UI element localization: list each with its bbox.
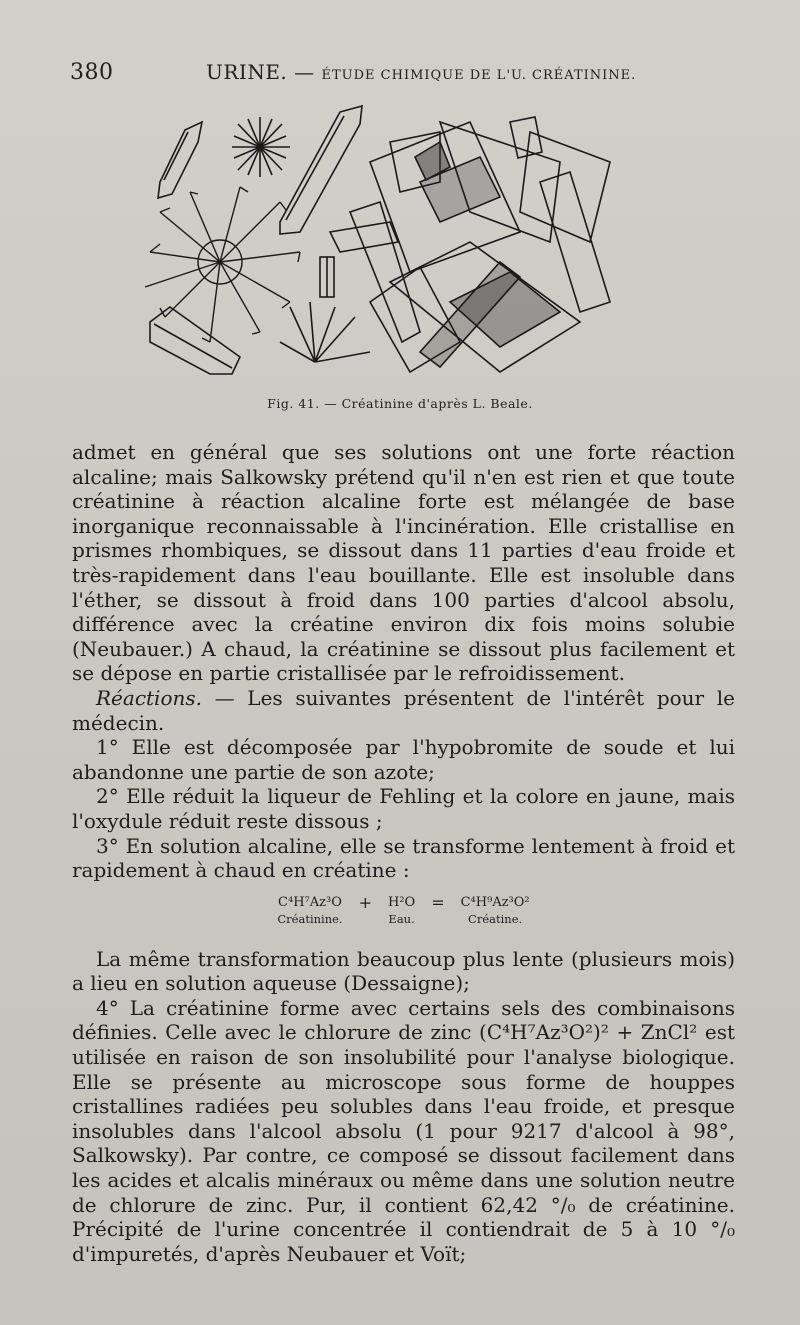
small-crystal	[320, 257, 334, 297]
formula-creatinine: C⁴H⁷Az³O	[278, 894, 342, 910]
paragraph-item-1: 1° Elle est décomposée par l'hypobromite de soude et lui abandonne une partie de son azote;	[72, 735, 735, 784]
paragraph-continuation: admet en général que ses solutions ont une forte réaction alcaline; mais Salkowsky prétend qu'il n'en est rien et que toute créatinine à réaction alcaline forte est mélangée de base inorganique reconnaissable à l'incinération. Elle cristallise en prismes rhombiques, se dissout dans 11 parties d'eau froide et très-rapidement dans l'eau bouillante. Elle est insoluble dans l'éther, se dissout à froid dans 100 parties d'alcool absolu, différence avec la créatine environ dix fois moins solubie (Neubauer.) A chaud, la créatinine se dissout plus facilement et se dépose en partie cristallisée par le refroidissement.	[72, 440, 735, 686]
equation-term	[388, 895, 415, 927]
chemical-equation	[72, 892, 735, 927]
label-creatine: Créatine.	[468, 911, 523, 926]
crystal-illustration	[140, 102, 620, 382]
fan-cluster	[280, 302, 370, 362]
paragraph-reactions	[72, 686, 735, 735]
paragraph-item-2: 2° Elle réduit la liqueur de Fehling et la colore en jaune, mais l'oxydule réduit reste dissous ;	[72, 784, 735, 833]
running-title-small: ÉTUDE CHIMIQUE DE L'U. CRÉATININE.	[321, 68, 637, 83]
reactions-label: Réactions.	[96, 685, 202, 710]
equation-term	[277, 895, 342, 927]
paragraph-transformation: La même transformation beaucoup plus lente (plusieurs mois) a lieu en solution aqueuse (Dessaigne);	[72, 946, 735, 996]
plus-sign: +	[358, 892, 372, 912]
page-number: 380	[70, 60, 114, 85]
crossed-prisms	[330, 202, 420, 342]
equation-term	[461, 895, 530, 927]
page-body	[72, 440, 735, 1266]
long-prism	[280, 106, 362, 234]
figure-caption: Fig. 41. — Créatinine d'après L. Beale.	[267, 396, 533, 411]
reactions-text: — Les suivantes présentent de l'intérêt pour le médecin.	[72, 685, 735, 735]
label-creatinine: Créatinine.	[277, 911, 343, 926]
radiating-cluster	[232, 117, 290, 177]
formula-creatine: C⁴H⁹Az³O²	[460, 894, 530, 910]
running-title	[206, 60, 636, 84]
prism-crystal	[158, 122, 202, 198]
paragraph-item-4: 4° La créatinine forme avec certains sels des combinaisons définies. Celle avec le chlorure de zinc (C⁴H⁷Az³O²)² + ZnCl² est utilisée en raison de son insolubilité pour l'analyse biologique. Elle se présente au microscope sous forme de houppes cristallines radiées peu solubles dans l'eau froide, et presque insolubles dans l'alcool absolu (1 pour 9217 d'alcool à 98°, Salkowsky). Par contre, ce composé se dissout facilement dans les acides et alcalis minéraux ou même dans une solution neutre de chlorure de zinc. Pur, il contient 62,42 °/₀ de créatinine. Précipité de l'urine concentrée il contiendrait de 5 à 10 °/₀ d'impuretés, d'après Neubauer et Voït;	[72, 995, 735, 1266]
page-header	[70, 60, 740, 90]
equals-sign: =	[431, 892, 445, 912]
running-title-main: URINE. —	[206, 60, 315, 84]
rhombic-plates	[370, 117, 610, 372]
prism-crystal-bottom	[150, 307, 240, 374]
label-water: Eau.	[388, 911, 415, 926]
paragraph-item-3: 3° En solution alcaline, elle se transforme lentement à froid et rapidement à chaud en créatine :	[72, 833, 735, 883]
rosette-cluster	[145, 187, 300, 342]
formula-water: H²O	[387, 894, 416, 910]
